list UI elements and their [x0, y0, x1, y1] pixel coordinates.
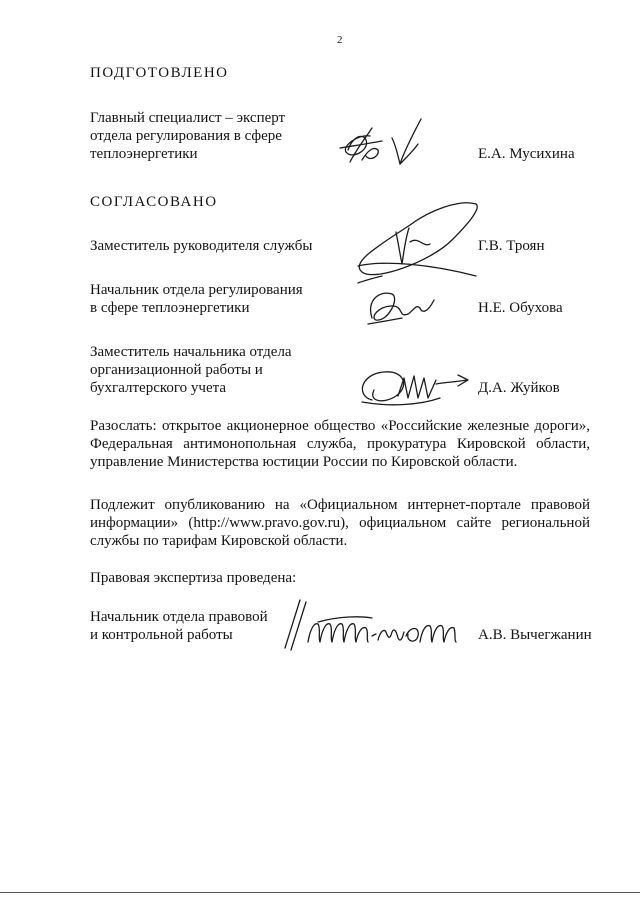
signatory-name: Д.А. Жуйков: [478, 380, 560, 396]
signatory-name: А.В. Вычегжанин: [478, 627, 592, 643]
position-line: бухгалтерского учета: [90, 380, 227, 396]
position-line: Заместитель руководителя службы: [90, 238, 313, 254]
signature-zhuikov: [362, 372, 468, 405]
position-line: в сфере теплоэнергетики: [90, 300, 250, 316]
paragraph-line: Подлежит опубликованию на «Официальном интернет-портале правовой: [90, 497, 590, 513]
position-line: Начальник отдела регулирования: [90, 282, 303, 298]
paragraph-line: информации» (http://www.pravo.gov.ru), официальном сайте региональной: [90, 515, 590, 531]
legal-review-heading: Правовая экспертиза проведена:: [90, 570, 297, 586]
signatory-name: Г.В. Троян: [478, 238, 545, 254]
signature-musikhina: [340, 119, 421, 164]
position-line: отдела регулирования в сфере: [90, 128, 282, 144]
position-line: Начальник отдела правовой: [90, 609, 268, 625]
paragraph-line: управление Министерства юстиции России по Кировской области.: [90, 454, 518, 470]
scan-edge-line: [0, 892, 640, 893]
page-number: 2: [337, 34, 343, 46]
position-line: организационной работы и: [90, 362, 263, 378]
paragraph-line: Федеральная антимонопольная служба, прокуратура Кировской области,: [90, 436, 590, 452]
signatory-name: Е.А. Мусихина: [478, 146, 575, 162]
paragraph-line: Разослать: открытое акционерное общество «Российские железные дороги»,: [90, 418, 590, 434]
signatory-name: Н.Е. Обухова: [478, 300, 563, 316]
signature-vychegzhanin: [285, 600, 456, 650]
agreed-heading: СОГЛАСОВАНО: [90, 194, 218, 210]
prepared-heading: ПОДГОТОВЛЕНО: [90, 65, 229, 81]
paragraph-line: службы по тарифам Кировской области.: [90, 533, 348, 549]
signature-troyan: [358, 203, 477, 283]
position-line: Заместитель начальника отдела: [90, 344, 292, 360]
signature-obukhova: [368, 293, 434, 324]
position-line: Главный специалист – эксперт: [90, 110, 286, 126]
position-line: и контрольной работы: [90, 627, 233, 643]
position-line: теплоэнергетики: [90, 146, 198, 162]
